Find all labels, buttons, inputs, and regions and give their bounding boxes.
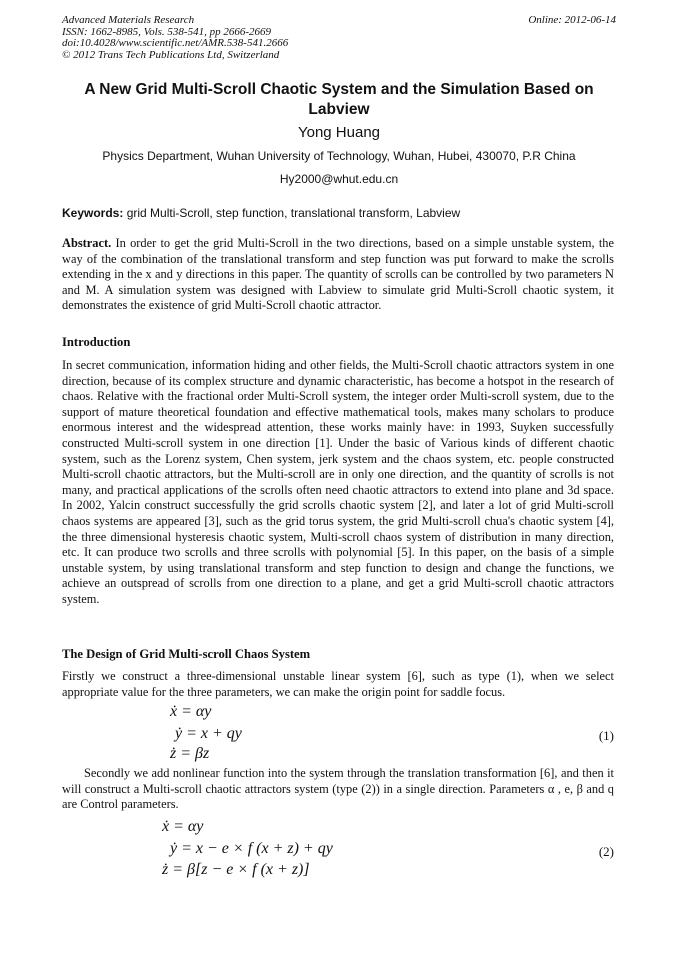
email: Hy2000@whut.edu.cn: [279, 172, 399, 186]
issn: ISSN: 1662-8985, Vols. 538-541, pp 2666-2669: [62, 25, 271, 38]
introduction-text: In secret communication, information hiding and other fields, the Multi-Scroll chaotic attractors system in one direction, because of its complex structure and dynamic characteristic, has become a hotspot in the research of chaos. Relative with the fractional order Multi-Scroll system, the integer order Multi-scroll system, due to the support of mature theoretical foundation and effective mathematical tools, makes many scholars to produce enormous interest and the widespread attention, these works mainly have: in 1993, Suyken successfully constructed Multi-scroll system in one direction [1]. Under the basic of Various kinds of different chaotic system, such as the Lorenz system, Chen system, jerk system and the chaos system, etc. people constructed Multi-scroll chaotic attractors, but the Multi-scroll are in only one direction, and the quantity of scrolls is not many, and practical applications of the scrolls often need chaotic attractors to extend into plane and 3d space. In 2002, Yalcin construct successfully the grid scrolls chaotic system [2], and later a lot of grid Multi-scroll chaos systems are appeared [3], such as the grid torus system, the grid Multi-scroll chua's chaotic system [4], the three dimensional hysteresis chaotic system, Multi-scroll chaos system of distribution in many direction, etc. It can produce two scrolls and three scrolls with polynomial [5]. In this paper, on the basis of a simple unstable system, by using translational transform and step function to design and change the functions, we achieve an outspread of scrolls from one direction to a plane, and get a grid Multi-scroll chaotic attractors system.: [62, 358, 614, 606]
paper-title: A New Grid Multi-Scroll Chaotic System and the Simulation Based on Labview: [84, 81, 594, 118]
equation-1-number: (1): [598, 728, 614, 743]
keywords-label: Keywords:: [62, 206, 124, 220]
equation-2-line-2: ẏ = x − e × f (x + z) + qy: [170, 840, 333, 857]
design-heading: The Design of Grid Multi-scroll Chaos System: [62, 647, 311, 661]
equation-2-line-3: ż = β[z − e × f (x + z)]: [162, 861, 310, 878]
journal-header: [62, 15, 616, 61]
abstract-text: In order to get the grid Multi-Scroll in the two directions, based on a simple unstable system, the way of the combination of the translational transform and step function was put forward to make the scrolls extending in the x and y directions in this paper. The quantity of scrolls can be controlled by two parameters N and M. A simulation system was designed with Labview to simulate grid Multi-Scroll chaotic system, it demonstrates the existence of grid Multi-Scroll chaotic attractor.: [62, 236, 614, 313]
equation-1-line-3: ż = βz: [170, 745, 210, 762]
equation-1-line-2: ẏ = x + qy: [175, 725, 242, 742]
online-date: Online: 2012-06-14: [528, 14, 616, 26]
keywords-text: grid Multi-Scroll, step function, translational transform, Labview: [126, 206, 461, 220]
abstract: [62, 236, 614, 314]
keywords: [62, 206, 616, 220]
author: Yong Huang: [297, 124, 381, 141]
abstract-label: Abstract.: [62, 236, 112, 250]
design-text-1: Firstly we construct a three-dimensional unstable linear system [6], such as type (1), when we select appropriate value for the three parameters, we can make the origin point for saddle focus.: [62, 669, 614, 699]
equation-2-number: (2): [598, 844, 614, 859]
journal-name: Advanced Materials Research: [62, 14, 195, 26]
copyright: © 2012 Trans Tech Publications Ltd, Switzerland: [62, 48, 280, 61]
introduction-heading: Introduction: [62, 335, 131, 349]
affiliation: Physics Department, Wuhan University of Technology, Wuhan, Hubei, 430070, P.R China: [102, 149, 576, 163]
equation-1-line-1: ẋ = αy: [170, 703, 212, 720]
doi: doi:10.4028/www.scientific.net/AMR.538-541.2666: [62, 37, 289, 49]
design-text-2: Secondly we add nonlinear function into the system through the translation transformation [6], and then it will construct a Multi-scroll chaotic attractors system (type (2)) in a single direction. Parameters α , e, β and q are Control parameters.: [62, 766, 614, 812]
equation-2-line-1: ẋ = αy: [162, 818, 204, 835]
